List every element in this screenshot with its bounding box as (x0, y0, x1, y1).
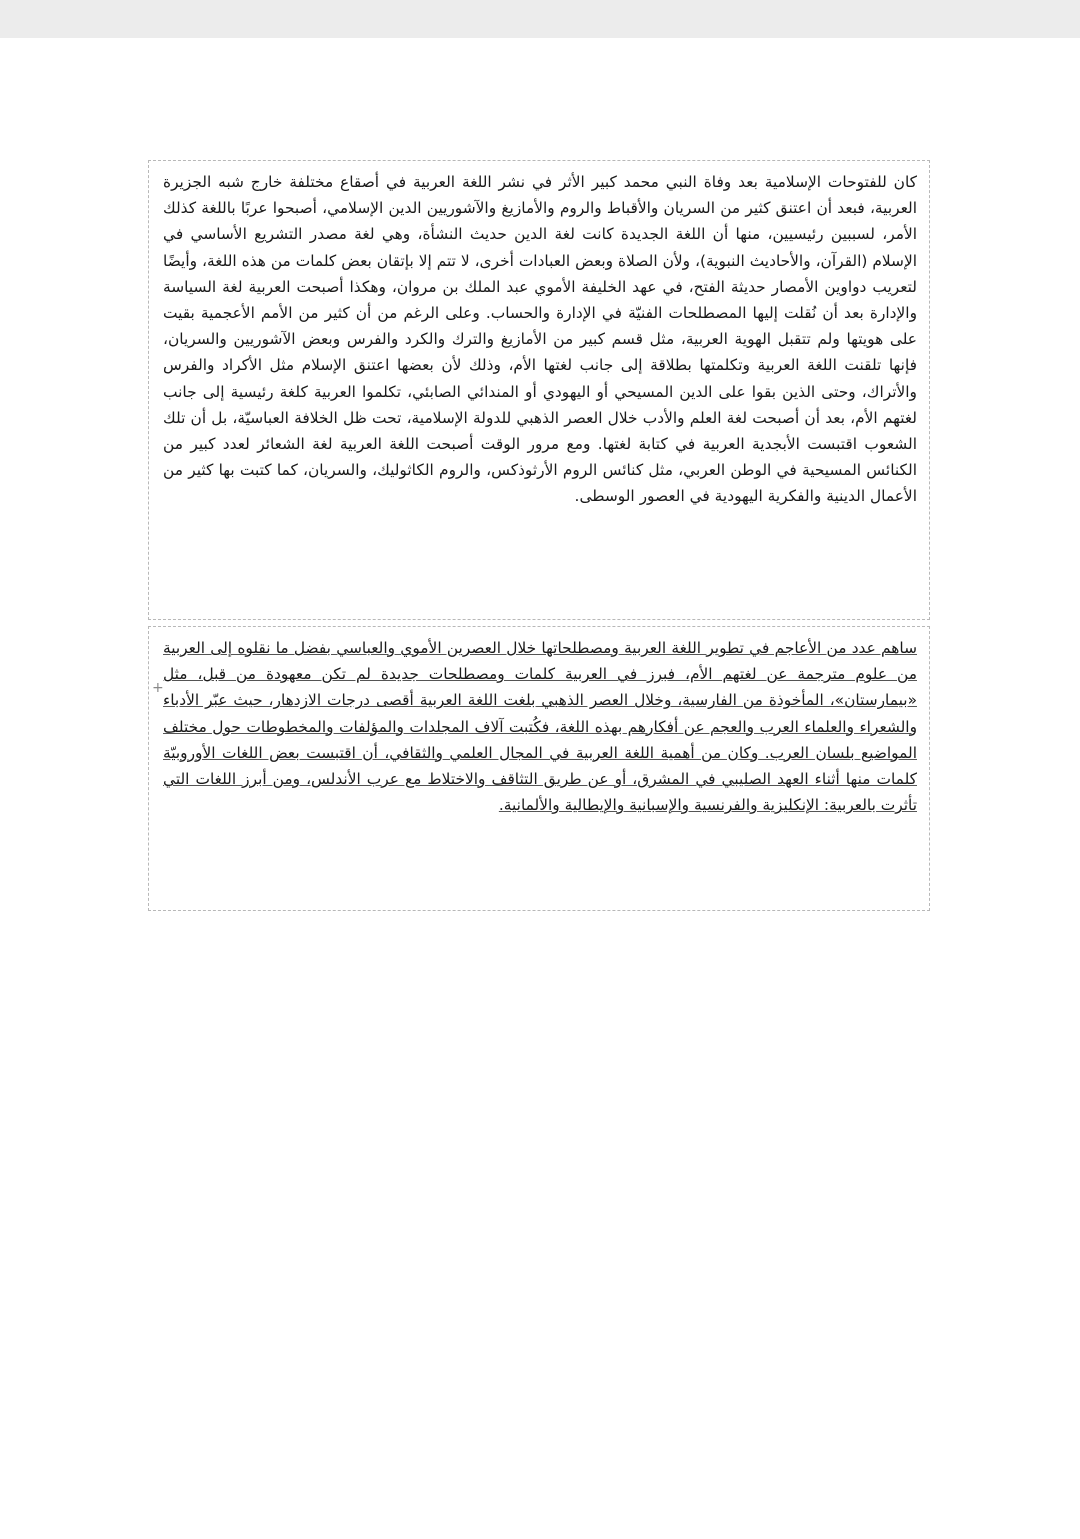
paragraph-2-text: ساهم عدد من الأعاجم في تطوير اللغة العربية ومصطلحاتها خلال العصرين الأموي والعباسي بفضل ما نقلوه إلى العربية من علوم مترجمة عن لغتهم الأم، فبرز في العربية كلمات ومصطلحات جديدة لم تكن معهودة من قبل، مثل «بيمارستان»، المأخوذة من الفارسية، وخلال العصر الذهبي بلغت اللغة العربية أقصى درجات الازدهار، حيث عبّر الأدباء والشعراء والعلماء العرب والعجم عن أفكارهم بهذه اللغة، فكُتبت آلاف المجلدات والمؤلفات والمخطوطات حول مختلف المواضيع بلسان العرب. وكان من أهمية اللغة العربية في المجال العلمي والثقافي، أن اقتبست بعض اللغات الأوروبيّة كلمات منها أثناء العهد الصليبي في المشرق، أو عن طريق التثاقف والاختلاط مع عرب الأندلس، ومن أبرز اللغات التي تأثرت بالعربية: الإنكليزية والفرنسية والإسبانية والإيطالية والألمانية. (163, 639, 917, 815)
text-box-paragraph-2[interactable] (148, 626, 930, 911)
text-box-paragraph-1[interactable] (148, 160, 930, 620)
paragraph-1-text: كان للفتوحات الإسلامية بعد وفاة النبي محمد كبير الأثر في نشر اللغة العربية في أصقاع مختلفة خارج شبه الجزيرة العربية، فبعد أن اعتنق كثير من السريان والأقباط والروم والأمازيغ والآشوريين الدين الإسلامي، أصبحوا عربًا باللغة كذلك الأمر، لسببين رئيسيين، منها أن اللغة الجديدة كانت لغة الدين حديث النشأة، وهي لغة مصدر التشريع الأساسي في الإسلام (القرآن، والأحاديث النبوية)، ولأن الصلاة وبعض العبادات أخرى، لا تتم إلا بإتقان بعض كلمات من هذه اللغة، وأيضًا لتعريب دواوين الأمصار حديثة الفتح، في عهد الخليفة الأموي عبد الملك بن مروان، وهكذا أصبحت العربية لغة السياسة والإدارة بعد أن نُقلت إليها المصطلحات الفنيّة في الإدارة والحساب. وعلى الرغم من أن كثير من الأمم الأعجمية بقيت على هويتها ولم تتقبل الهوية العربية، مثل قسم كبير من الأمازيغ والترك والكرد والفرس وبعض الآشوريين والسريان، فإنها تلقنت اللغة العربية وتكلمتها بطلاقة إلى جانب لغتها الأم، وذلك لأن بعضها اعتنق الإسلام مثل الأكراد والفرس والأتراك، وحتى الذين بقوا على الدين المسيحي أو اليهودي أو المندائي الصابئي، تكلموا العربية كلغة رئيسية إلى جانب لغتهم الأم، بعد أن أصبحت لغة العلم والأدب خلال العصر الذهبي للدولة الإسلامية، تحت ظل الخلافة العباسيّة، بل أن تلك الشعوب اقتبست الأبجدية العربية في كتابة لغتها. ومع مرور الوقت أصبحت اللغة العربية لغة الشعائر لعدد كبير من الكنائس المسيحية في الوطن العربي، مثل كنائس الروم الأرثوذكس، والروم الكاثوليك، والسريان، كما كتبت بها كثير من الأعمال الدينية والفكرية اليهودية في العصور الوسطى. (163, 173, 917, 506)
viewer-top-bar (0, 0, 1080, 38)
document-page (0, 38, 1080, 1539)
plus-crosshair-icon: + (152, 680, 164, 696)
